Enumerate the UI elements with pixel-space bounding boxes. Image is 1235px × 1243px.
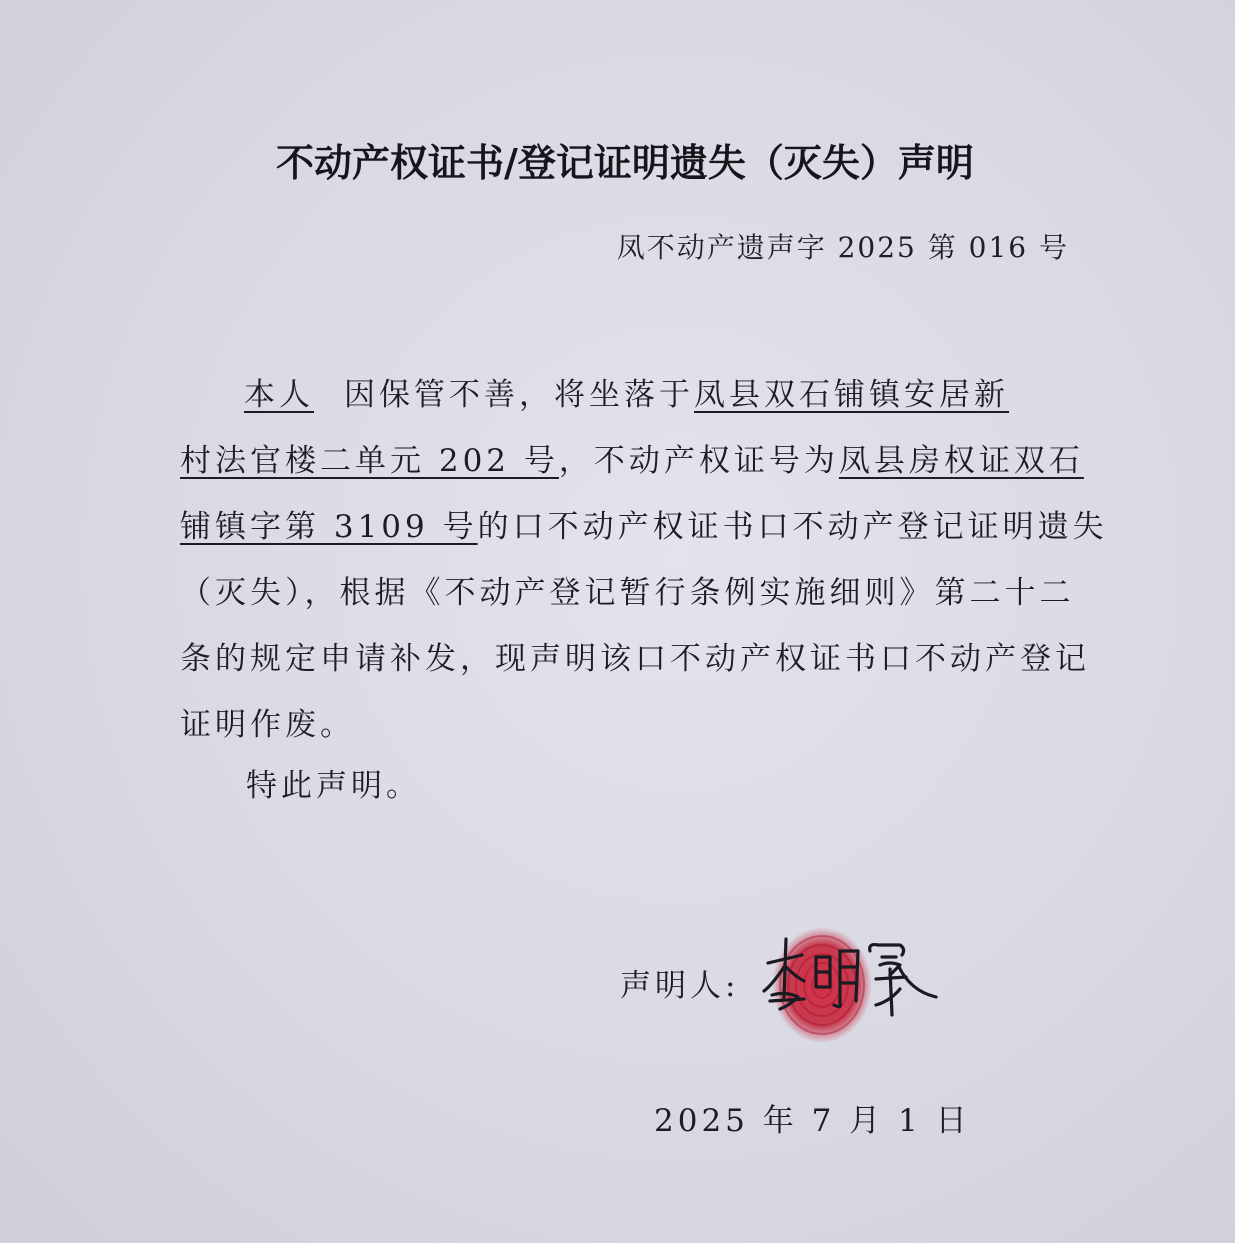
declarant-value: 本人 <box>244 377 314 413</box>
body-text-3: 的口不动产权证书口不动产登记证明遗失 <box>477 509 1108 545</box>
document-number: 凤不动产遗声字 2025 第 016 号 <box>616 231 1069 264</box>
body-line-3 <box>180 494 1108 560</box>
closing-text: 特此声明。 <box>246 768 421 804</box>
body-line-2 <box>180 428 1084 494</box>
page-title: 不动产权证书/登记证明遗失（灭失）声明 <box>276 140 974 185</box>
declarant-field <box>180 377 344 413</box>
body-line-4: （灭失），根据《不动产登记暂行条例实施细则》第二十二 <box>180 575 1075 611</box>
body-text-2: ，不动产权证号为 <box>558 443 839 479</box>
address-field-2: 村法官楼二单元 202 号 <box>180 443 559 479</box>
cert-number-field-2: 铺镇字第 3109 号 <box>180 509 478 545</box>
statement-body <box>180 362 1108 758</box>
signature-with-fingerprint <box>750 905 950 1050</box>
body-line-5: 条的规定申请补发，现声明该口不动产权证书口不动产登记 <box>180 641 1090 677</box>
signer-label: 声明人: <box>620 968 740 1004</box>
address-field-1: 凤县双石铺镇安居新 <box>694 377 1009 413</box>
cert-number-field-1: 凤县房权证双石 <box>838 443 1084 479</box>
body-line-1 <box>180 362 1070 428</box>
body-text-1: 因保管不善，将坐落于 <box>344 377 694 413</box>
declaration-date: 2025 年 7 月 1 日 <box>654 1103 971 1139</box>
body-line-6: 证明作废。 <box>180 707 355 743</box>
